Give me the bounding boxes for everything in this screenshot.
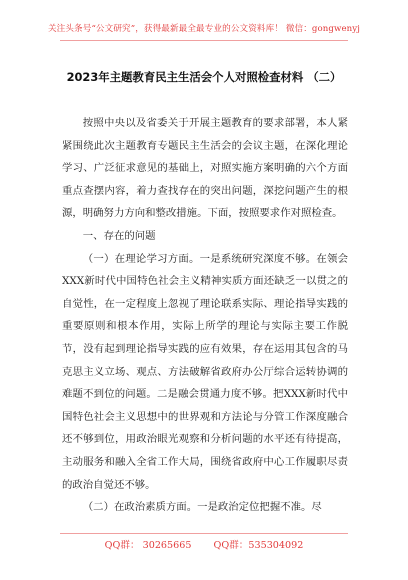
document-title: 2023年主题教育民主生活会个人对照检查材料 （二） — [66, 70, 342, 84]
intro-paragraph: 按照中央以及省委关于开展主题教育的要求部署，本人紧紧围绕此次主题教育专题民主生活会的会议主题，在深化理论学习、广泛征求意见的基础上，对照实施方案明确的六个方面重点查摆内容，着力查找存在的突出问题，深挖问题产生的根源，明确努力方向和整改措施。下面，按照要求作对照检查。 — [62, 117, 348, 220]
footer-qq-group-1: QQ群： 30265665 — [104, 540, 192, 551]
header-banner: 关注头条号“公文研究”，获得最新最全最专业的公文资料库！ 微信：gongwenyj — [47, 24, 361, 34]
footer-qq-group-2: QQ群：535304092 — [213, 540, 304, 551]
item-paragraph-1: （一）在理论学习方面。一是系统研究深度不够。在领会XXX新时代中国特色社会主义精神实质方面还缺乏一以贯之的自觉性，在一定程度上忽视了理论联系实际、理论指导实践的重要原则和根本作用，实际上所学的理论与实际主要工作脱节，没有起到理论指导实践的应有效果，存在运用其包含的马克思主义立场、观点、方法破解省政府办公厅综合运转协调的难题不到位的问题。二是融会贯通力度不够。把XXX新时代中国特色社会主义思想中的世界观和方法论与分管工作深度融合还不够到位，用政治眼光观察和分析问题的水平还有待提高，主动服务和融入全省工作大局，围绕省政府中心工作履职尽责的政治自觉还不够。 — [62, 252, 348, 491]
document-body — [62, 112, 348, 519]
footer-divider — [60, 533, 348, 534]
section-heading: 一、存在的问题 — [82, 229, 156, 242]
footer-contacts — [0, 537, 408, 551]
header-divider — [60, 40, 348, 41]
item-paragraph-2: （二）在政治素质方面。一是政治定位把握不准。尽 — [82, 501, 322, 514]
